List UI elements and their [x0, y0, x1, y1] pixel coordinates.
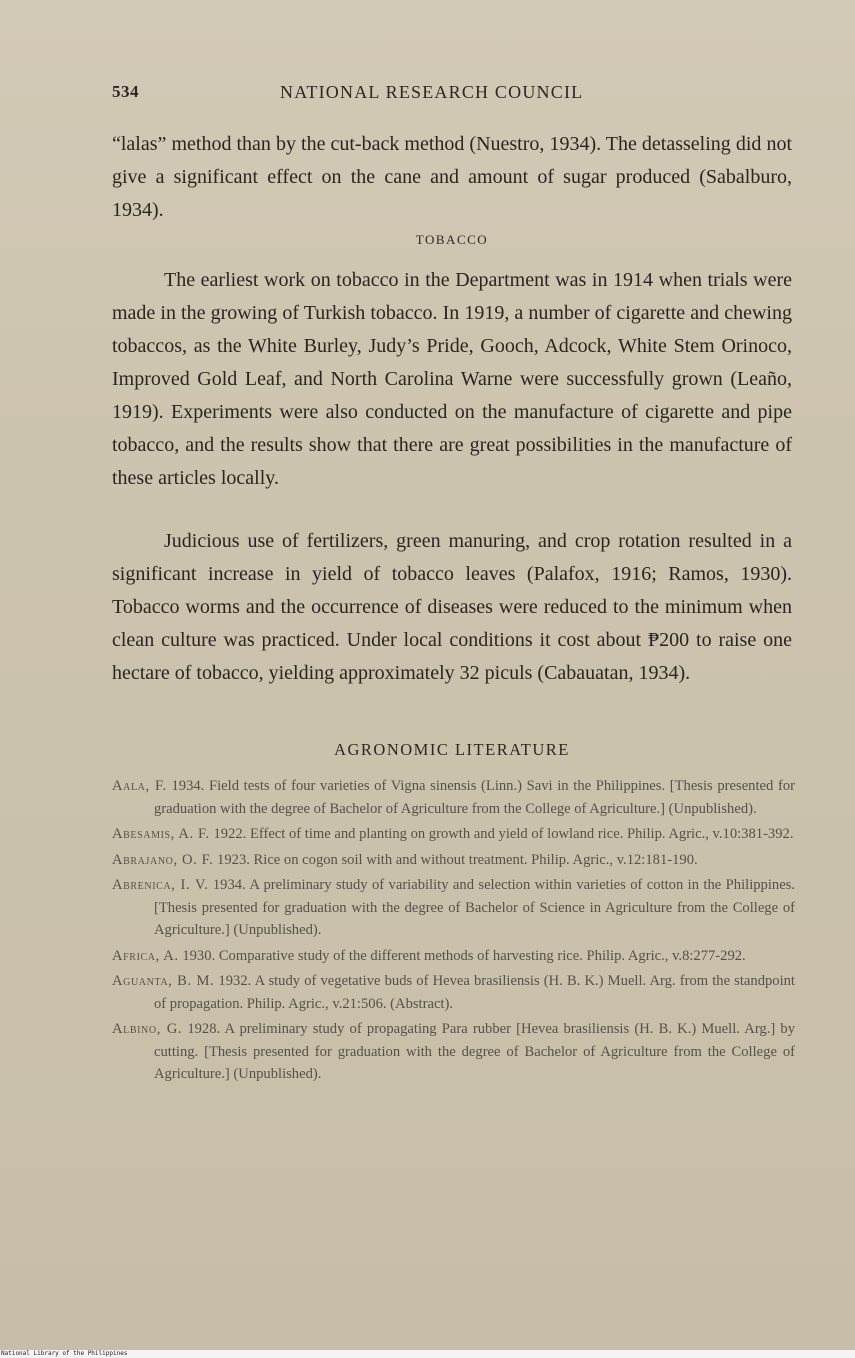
running-title: NATIONAL RESEARCH COUNCIL [280, 82, 584, 102]
paragraph-tobacco-culture: Judicious use of fertilizers, green manuring, and crop rotation resulted in a significant increase in yield of tobacco leaves (Palafox, 1916; Ramos, 1930). Tobacco worms and the occurrence of diseases were reduced to the minimum when clean culture was practiced. Under local conditions it cost about ₱200 to raise one hectare of tobacco, yielding approximately 32 piculs (Cabauatan, 1934). [112, 530, 792, 684]
reference-text: 1922. Effect of time and planting on growth and yield of lowland rice. Philip. Agric., v.10:381-392. [213, 826, 794, 842]
tobacco-heading: TOBACCO [415, 232, 489, 247]
library-footer: National Library of the Philippines [0, 1350, 855, 1358]
reference-entry [112, 945, 795, 968]
reference-text: 1934. A preliminary study of variability and selection within varieties of cotton in the Philippines. [Thesis presented for graduation with the degree of Bachelor of Science in Agriculture from the College of Agriculture.] (Unpublished). [154, 877, 795, 938]
reference-entry [112, 874, 795, 942]
paragraph-tobacco-history: The earliest work on tobacco in the Department was in 1914 when trials were made in the growing of Turkish tobacco. In 1919, a number of cigarette and chewing tobaccos, as the White Burley, Judy’s Pride, Gooch, Adcock, White Stem Orinoco, Improved Gold Leaf, and North Carolina Warne were successfully grown (Leaño, 1919). Experiments were also conducted on the manufacture of cigarette and pipe tobacco, and the results show that there are great possibilities in the manufacture of these articles locally. [112, 269, 792, 489]
reference-text: 1930. Comparative study of the different methods of harvesting rice. Philip. Agric., v.8:277-292. [182, 947, 746, 964]
reference-author: Africa, A. [112, 947, 179, 964]
reference-author: Aguanta, B. M. [112, 973, 215, 989]
page-number: 534 [112, 82, 139, 101]
reference-entry [112, 823, 795, 846]
reference-author: Abrenica, I. V. [112, 877, 209, 893]
reference-entry [112, 1018, 795, 1086]
reference-entry [112, 775, 795, 820]
page-header [112, 82, 792, 108]
reference-text: 1934. Field tests of four varieties of Vigna sinensis (Linn.) Savi in the Philippines. [Thesis presented for graduation with the degree of Bachelor of Agriculture from the College of Agriculture.] (Unpublished). [154, 778, 795, 817]
reference-entry [112, 849, 795, 872]
literature-heading: AGRONOMIC LITERATURE [334, 740, 570, 759]
reference-text: 1928. A preliminary study of propagating Para rubber [Hevea brasiliensis (H. B. K.) Muell. Arg.] by cutting. [Thesis presented for graduation with the degree of Bachelor of Agriculture from the College of Agriculture.] (Unpublished). [154, 1021, 796, 1082]
reference-author: Albino, G. [112, 1021, 183, 1037]
reference-author: Aala, F. [112, 778, 167, 794]
reference-author: Abesamis, A. F. [112, 826, 210, 842]
reference-entry [112, 970, 795, 1015]
reference-author: Abrajano, O. F. [112, 851, 214, 868]
reference-text: 1932. A study of vegetative buds of Hevea brasiliensis (H. B. K.) Muell. Arg. from the standpoint of propagation. Philip. Agric., v.21:506. (Abstract). [154, 973, 795, 1012]
reference-text: 1923. Rice on cogon soil with and without treatment. Philip. Agric., v.12:181-190. [217, 851, 698, 868]
reference-list [112, 775, 795, 1089]
paragraph-continued: “lalas” method than by the cut-back method (Nuestro, 1934). The detasseling did not give a significant effect on the cane and amount of sugar produced (Sabalburo, 1934). [112, 133, 792, 221]
